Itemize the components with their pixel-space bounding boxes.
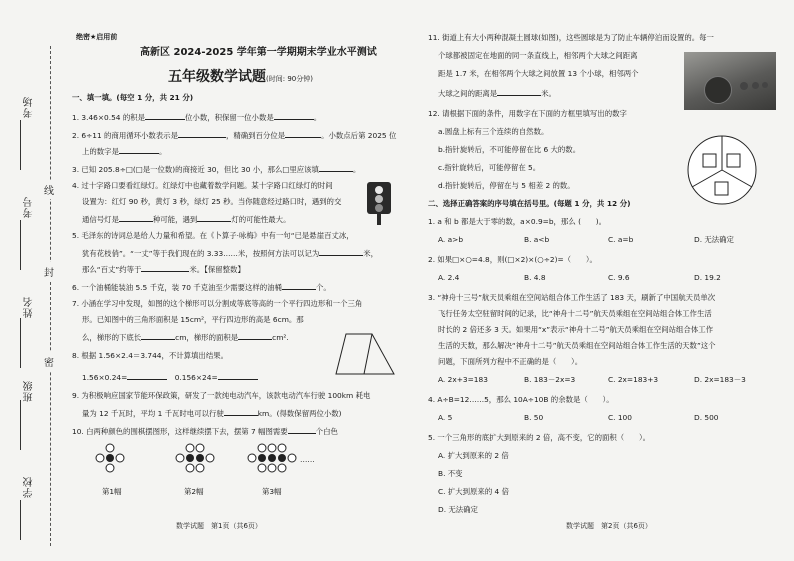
- binding-strip: [0, 0, 66, 561]
- choice-3-e: 问题，下面所列方程中不正确的是（ ）。: [438, 357, 583, 366]
- question-11-d: 大球之间的距离是 米。: [438, 89, 556, 98]
- question-6: 6. 一个油桶能装油 5.5 千克，装 70 千克油至少需要这样的油桶 个。: [72, 283, 331, 292]
- left-page: [72, 34, 412, 534]
- question-11: 11. 街道上有大小两种混凝土圆球(如图)，这些圆球是为了防止车辆停泊而设置的。每一: [428, 33, 714, 42]
- go-stone-figures: [92, 442, 332, 486]
- question-5: 5. 毛泽东的诗词总是给人力量和希望。在《卜算子·咏梅》中有一句“已是悬崖百丈冰，: [72, 231, 354, 240]
- choice-5: 5. 一个三角形的底扩大到原来的 2 倍，高不变，它的面积（ ）。: [428, 433, 651, 442]
- choice-4-b: B. 50: [524, 413, 544, 422]
- question-7-b: 形。已知图中的三角形面积是 15cm²，平行四边形的高是 6cm。那: [82, 315, 304, 324]
- question-7-c: 么，梯形的下底长 cm，梯形的面积是 cm².: [82, 333, 289, 342]
- footer-right: 数学试题 第2页（共6页）: [566, 522, 652, 530]
- spinner-disk: [682, 130, 762, 210]
- choice-3-b: 飞行任务太空驻留时间的记录，比“神舟十二号”航天员乘组在空间站组合体工作生活: [438, 309, 712, 318]
- choice-2-a: A. 2.4: [438, 273, 460, 282]
- question-2-cont: 上的数字是 。: [82, 147, 167, 156]
- question-8: 8. 根据 1.56×2.4＝3.744，不计算填出结果。: [72, 351, 228, 360]
- question-10: 10. 白两种颜色的围棋摆图形，这样继续摆下去，摆第 7 幅图需要 个白色: [72, 427, 338, 436]
- question-5-c: 那么“百丈”约等于 米。【保留整数】: [82, 265, 245, 274]
- fig-label-1: 第1幅: [102, 487, 122, 496]
- choice-3-c: 时长的 2 倍还多 3 天。如果用“x”表示“神舟十二号”航天员乘组在空间站组合体工作: [438, 325, 713, 334]
- question-11-c: 距是 1.7 米，在相邻两个大球之间放置 13 个小球，相邻两个: [438, 69, 639, 78]
- question-12-c: c.指针旋转后，可能停留在 5。: [438, 163, 541, 172]
- ellipsis: ……: [300, 455, 315, 464]
- question-5-b: 犹有花枝俏”。“一丈”等于我们现在的 3.33……米，按照何方法可以记为 米，: [82, 249, 379, 258]
- question-9-b: 量为 12 千瓦时，平均 1 千瓦时电可以行驶 km。(得数保留两位小数): [82, 409, 342, 418]
- choice-5-a: A. 扩大到原来的 2 倍: [438, 451, 509, 460]
- choice-3: 3. “神舟十三号”航天员乘组在空间站组合体工作生活了 183 天，刷新了中国航天员单次: [428, 293, 716, 302]
- traffic-light-icon: [366, 180, 392, 226]
- choice-3-c-opt: C. 2x=183+3: [608, 375, 659, 384]
- question-12-d: d.指针旋转后，停留在与 5 相差 2 的数。: [438, 181, 575, 190]
- label-class: 班级: [24, 380, 35, 402]
- question-3: 3. 已知 205.8÷□(□是一位数)的商接近 30，但比 30 小，那么□里应该填 。: [72, 165, 361, 174]
- seal-char-secret: 密: [44, 352, 54, 371]
- secret-mark: 绝密★启用前: [76, 33, 118, 41]
- label-name: 姓名: [24, 296, 35, 318]
- seal-char-seal: 封: [44, 262, 54, 281]
- right-page: [428, 34, 784, 534]
- trapezoid-figure: [334, 330, 398, 378]
- section2-title: 二、选择正确答案的序号填在括号里。(每题 1 分，共 12 分): [428, 199, 631, 208]
- choice-4-c: C. 100: [608, 413, 632, 422]
- question-4: 4. 过十字路口要看红绿灯。红绿灯中也藏着数学问题。某十字路口红绿灯的时间: [72, 181, 333, 190]
- choice-3-d-opt: D. 2x=183－3: [694, 375, 746, 384]
- choice-4: 4. A÷B=12……5，那么 10A÷10B 的余数是（ ）。: [428, 395, 614, 404]
- choice-4-a: A. 5: [438, 413, 453, 422]
- choice-1-c: C. a=b: [608, 235, 634, 244]
- label-school: 学校: [24, 476, 35, 498]
- choice-3-b-opt: B. 183－2x=3: [524, 375, 576, 384]
- choice-1-d: D. 无法确定: [694, 235, 734, 244]
- choice-2-d: D. 19.2: [694, 273, 721, 282]
- choice-5-b: B. 不变: [438, 469, 463, 478]
- fig-label-3: 第3幅: [262, 487, 282, 496]
- choice-3-a-opt: A. 2x+3=183: [438, 375, 488, 384]
- choice-2: 2. 如果□×○=4.8，则(□×2)×(○÷2)=（ ）。: [428, 255, 597, 264]
- question-7: 7. 小涵在学习中发现，如图的这个梯形可以分割成等底等高的一个平行四边形和一个三角: [72, 299, 363, 308]
- choice-4-d: D. 500: [694, 413, 719, 422]
- choice-5-c: C. 扩大到原来的 4 倍: [438, 487, 509, 496]
- subject-title: 五年级数学试题(时间: 90分钟): [168, 69, 313, 85]
- choice-1-a: A. a>b: [438, 235, 464, 244]
- choice-3-d: 生活的天数，那么解决“神舟十二号”航天员乘组在空间站组合体工作生活的天数”这个: [438, 341, 716, 350]
- footer-left: 数学试题 第1页（共6页）: [176, 522, 262, 530]
- seal-char-line: 线: [44, 180, 54, 199]
- question-4-b: 设置为：红灯 90 秒，黄灯 3 秒，绿灯 25 秒。当你随意经过路口时，遇到的交: [82, 197, 342, 206]
- label-exam-number: 考号: [24, 196, 35, 218]
- question-12-a: a.圆盘上标有三个连续的自然数。: [438, 127, 549, 136]
- street-balls-photo: [684, 52, 776, 110]
- choice-2-b: B. 4.8: [524, 273, 546, 282]
- question-9: 9. 为积极响应国家节能环保政策，研发了一款纯电动汽车，该款电动汽车行驶 100km 耗电: [72, 391, 371, 400]
- question-1: 1. 3.46×0.54 的积是 位小数，积保留一位小数是 。: [72, 113, 322, 122]
- section1-title: 一、填一填。(每空 1 分，共 21 分): [72, 93, 194, 102]
- question-11-b: 个球都被固定在地面的同一条直线上，相邻两个大球之间距离: [438, 51, 638, 60]
- question-12-b: b.指针旋转后，不可能停留在比 6 大的数。: [438, 145, 581, 154]
- choice-5-d: D. 无法确定: [438, 505, 478, 514]
- seal-line: [50, 46, 51, 546]
- question-4-c: 通信号灯是 种可能，遇到 灯的可能性最大。: [82, 215, 291, 224]
- choice-2-c: C. 9.6: [608, 273, 630, 282]
- question-12: 12. 请根据下面的条件，用数字在下面的方框里填写出的数字: [428, 109, 627, 118]
- question-2: 2. 6÷11 的商用循环小数表示是 ，精确到百分位是 。小数点后第 2025 位: [72, 131, 397, 140]
- fig-label-2: 第2幅: [184, 487, 204, 496]
- question-8-b: 1.56×0.24= 0.156×24=: [82, 372, 258, 381]
- choice-1-b: B. a<b: [524, 235, 550, 244]
- choice-1: 1. a 和 b 都是大于零的数，a×0.9=b，那么 ( )。: [428, 217, 607, 226]
- label-exam-room: 考场: [24, 96, 35, 118]
- exam-title: 高新区 2024-2025 学年第一学期期末学业水平测试: [140, 47, 377, 58]
